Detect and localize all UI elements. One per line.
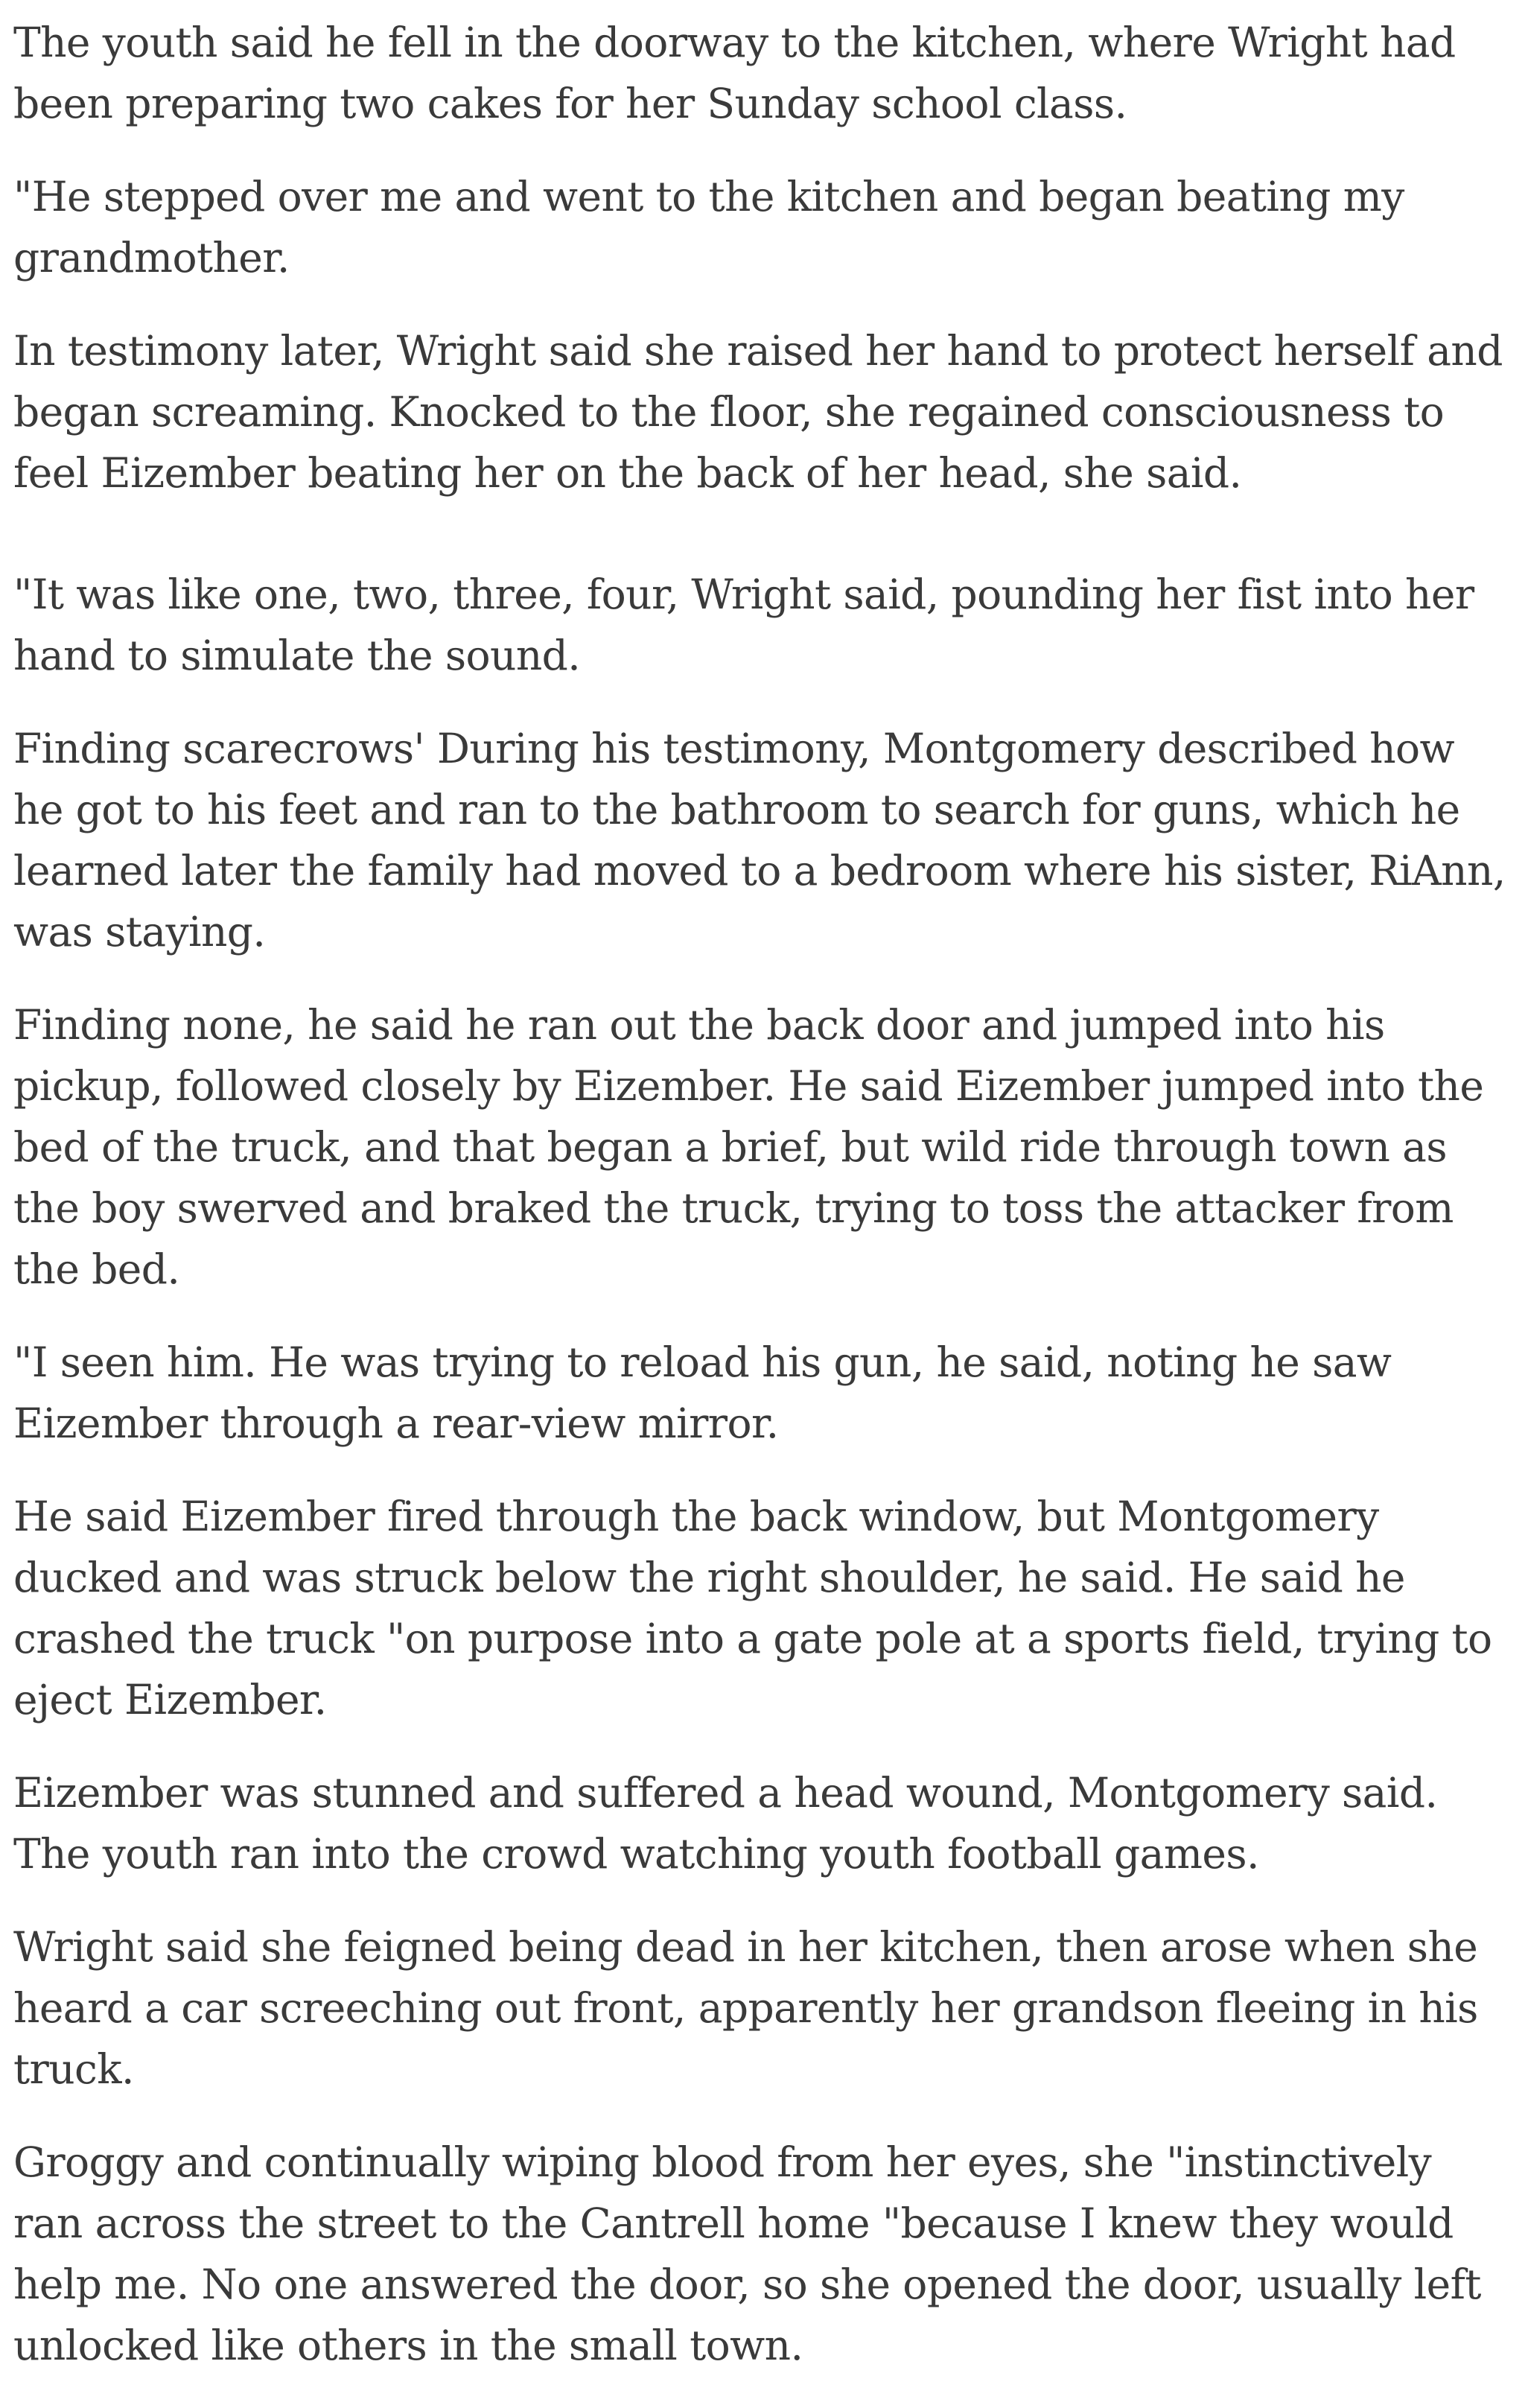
article-paragraph-4: "It was like one, two, three, four, Wright said, pounding her fist into her hand to simulate the sound. [13, 571, 1474, 679]
article-paragraph-3: In testimony later, Wright said she raised her hand to protect herself and began screaming. Knocked to the floor, she regained consciousness to feel Eizember beating her on the back of her head, she said. [13, 327, 1503, 497]
article-paragraph-9: Eizember was stunned and suffered a head wound, Montgomery said. The youth ran into the crowd watching youth football games. [13, 1769, 1438, 1878]
article-paragraph-10: Wright said she feigned being dead in her kitchen, then arose when she heard a car screeching out front, apparently her grandson fleeing in his truck. [13, 1923, 1478, 2093]
article-paragraph-11: Groggy and continually wiping blood from her eyes, she "instinctively ran across the street to the Cantrell home "because I knew they would help me. No one answered the door, so she opened the door, usually left unlocked like others in the small town. [13, 2138, 1481, 2369]
article-paragraph-1: The youth said he fell in the doorway to the kitchen, where Wright had been preparing two cakes for her Sunday school class. [13, 19, 1456, 127]
article-paragraph-2: "He stepped over me and went to the kitchen and began beating my grandmother. [13, 173, 1404, 282]
article-paragraph-7: "I seen him. He was trying to reload his gun, he said, noting he saw Eizember through a rear-view mirror. [13, 1338, 1392, 1447]
article-paragraph-8: He said Eizember fired through the back window, but Montgomery ducked and was struck below the right shoulder, he said. He said he crashed the truck "on purpose into a gate pole at a sports field, trying to eject Eizember. [13, 1493, 1492, 1724]
article-paragraph-6: Finding none, he said he ran out the back door and jumped into his pickup, followed closely by Eizember. He said Eizember jumped into the bed of the truck, and that began a brief, but wild ride through town as the boy swerved and braked the truck, trying to toss the attacker from the bed. [13, 1001, 1484, 1293]
article-paragraph-5: Finding scarecrows' During his testimony, Montgomery described how he got to his feet and ran to the bathroom to search for guns, which he learned later the family had moved to a bedroom where his sister, RiAnn, was staying. [13, 725, 1506, 956]
